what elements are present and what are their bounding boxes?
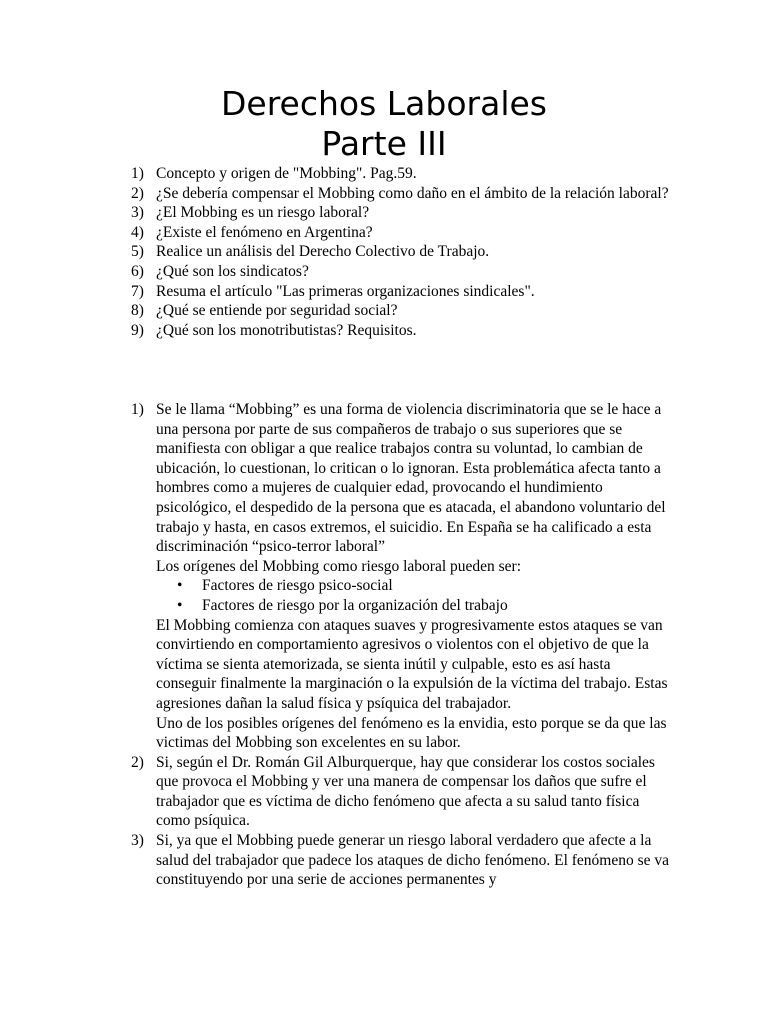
- answer-item: [131, 753, 671, 831]
- question-item: [131, 321, 671, 341]
- document-title: [0, 84, 768, 164]
- question-number: 6): [131, 262, 144, 280]
- answers-list: [131, 400, 671, 890]
- questions-list: [131, 164, 671, 340]
- question-item: [131, 301, 671, 321]
- question-text: ¿Qué son los sindicatos?: [156, 262, 309, 280]
- question-number: 8): [131, 302, 144, 320]
- question-item: [131, 282, 671, 302]
- answer-paragraph: El Mobbing comienza con ataques suaves y progresivamente estos ataques se van convirtiendo en comportamiento agresivos o violentos con el objetivo de que la víctima se sienta atemorizada, se sienta inútil y culpable, esto es así hasta conseguir finalmente la marginación o la expulsión de la víctima del trabajo. Estas agresiones dañan la salud física y psíquica del trabajador.: [156, 616, 668, 712]
- question-text: ¿Qué se entiende por seguridad social?: [156, 302, 398, 320]
- title-line-1: Derechos Laborales: [221, 84, 547, 123]
- bullet-text: Factores de riesgo psico-social: [202, 577, 393, 595]
- answer-paragraph: Si, según el Dr. Román Gil Alburquerque, hay que considerar los costos sociales que provoca el Mobbing y ver una manera de compensar los daños que sufre el trabajador que es víctima de dicho fenómeno que afecta a su salud tanto física como psíquica.: [156, 753, 655, 830]
- bullet-item: [156, 596, 671, 616]
- origins-bullet-list: [156, 576, 671, 615]
- answer-paragraph: Se le llama “Mobbing” es una forma de violencia discriminatoria que se le hace a una persona por parte de sus compañeros de trabajo o sus superiores que se manifiesta con obligar a que realice trabajos contra su voluntad, lo cambian de ubicación, lo cuestionan, lo critican o lo ignoran. Esta problemática afecta tanto a hombres como a mujeres de cualquier edad, provocando el hundimiento psicológico, el despedido de la persona que es atacada, el abandono voluntario del trabajo y hasta, en casos extremos, el suicidio. En España se ha calificado a esta discriminación “psico-terror laboral”: [156, 401, 666, 556]
- question-text: ¿Existe el fenómeno en Argentina?: [156, 223, 373, 241]
- answer-number: 2): [131, 753, 144, 771]
- question-number: 7): [131, 282, 144, 300]
- answer-paragraph: Si, ya que el Mobbing puede generar un riesgo laboral verdadero que afecte a la salud del trabajador que padece los ataques de dicho fenómeno. El fenómeno se va constituyendo por una serie de acciones permanentes y: [156, 832, 670, 889]
- question-number: 5): [131, 243, 144, 261]
- question-item: [131, 203, 671, 223]
- question-item: [131, 262, 671, 282]
- question-number: 4): [131, 223, 144, 241]
- bullet-icon: •: [177, 596, 183, 614]
- question-item: [131, 184, 671, 204]
- answer-number: 3): [131, 832, 144, 850]
- question-text: ¿Se debería compensar el Mobbing como daño en el ámbito de la relación laboral?: [156, 184, 669, 202]
- bullet-icon: •: [177, 577, 183, 595]
- answer-item: [131, 831, 671, 890]
- question-text: Concepto y origen de "Mobbing". Pag.59.: [156, 165, 417, 182]
- question-item: [131, 164, 671, 184]
- question-text: Realice un análisis del Derecho Colectivo de Trabajo.: [156, 243, 490, 261]
- question-item: [131, 223, 671, 243]
- question-text: ¿El Mobbing es un riesgo laboral?: [156, 204, 370, 222]
- answer-item: [131, 400, 671, 753]
- bullet-text: Factores de riesgo por la organización del trabajo: [202, 596, 508, 614]
- bullet-item: [156, 576, 671, 596]
- question-number: 3): [131, 204, 144, 222]
- title-line-2: Parte III: [321, 124, 447, 163]
- question-text: Resuma el artículo "Las primeras organizaciones sindicales".: [156, 282, 535, 300]
- question-item: [131, 242, 671, 262]
- answer-paragraph: Los orígenes del Mobbing como riesgo laboral pueden ser:: [156, 557, 522, 575]
- question-text: ¿Qué son los monotributistas? Requisitos.: [156, 321, 417, 339]
- answer-paragraph: Uno de los posibles orígenes del fenómeno es la envidia, esto porque se da que las victimas del Mobbing son excelentes en su labor.: [156, 714, 667, 752]
- question-number: 9): [131, 321, 144, 339]
- question-number: 2): [131, 184, 144, 202]
- answer-number: 1): [131, 401, 144, 418]
- question-number: 1): [131, 165, 144, 182]
